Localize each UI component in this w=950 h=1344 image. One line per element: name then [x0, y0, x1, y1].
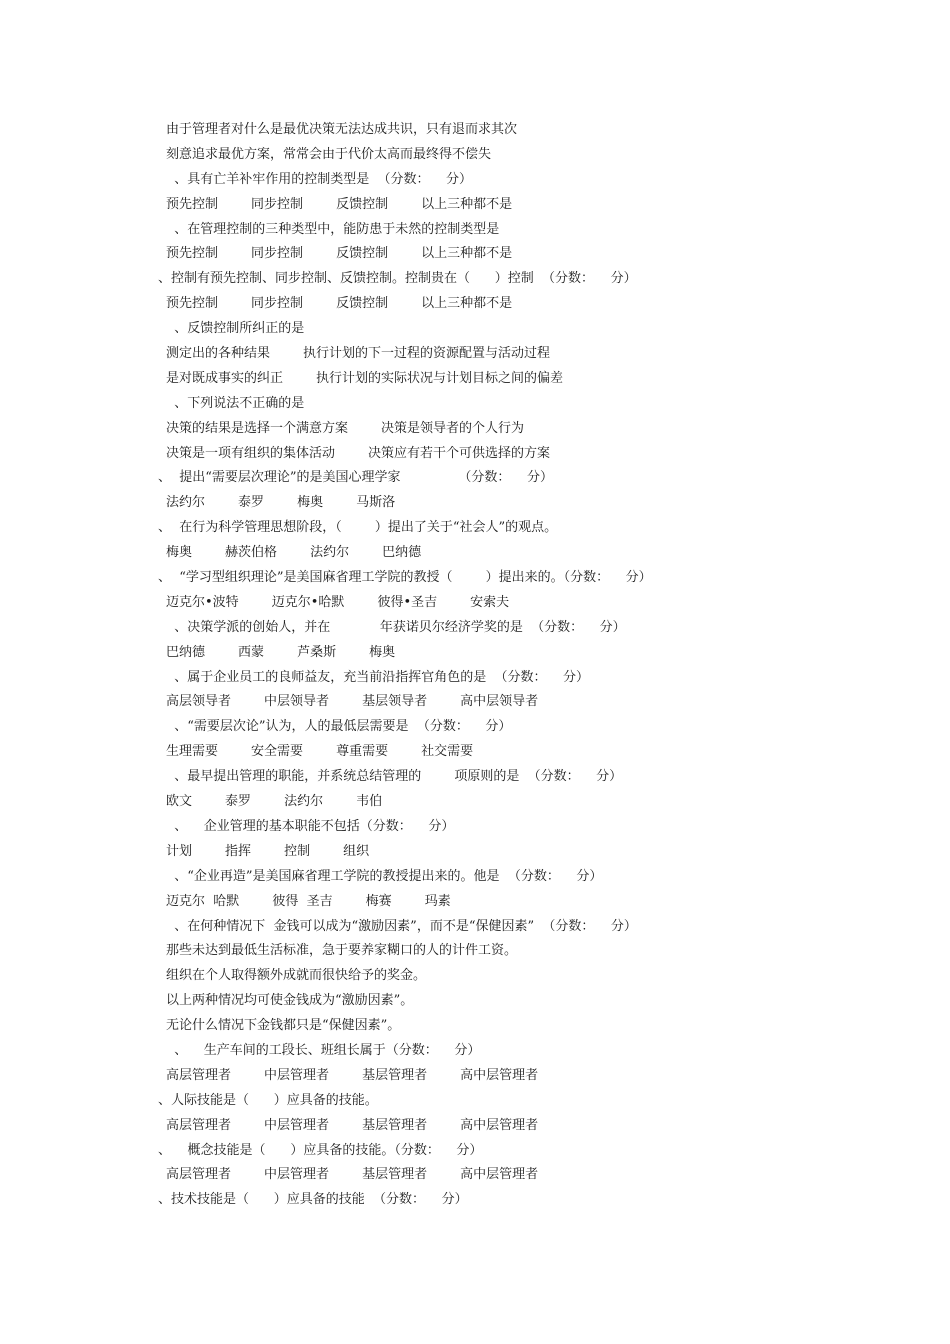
text-line: 预先控制 同步控制 反馈控制 以上三种都不是 — [166, 196, 513, 212]
text-line: 、具有亡羊补牢作用的控制类型是 （分数： 分） — [166, 171, 473, 187]
text-line: 无论什么情况下金钱都只是“保健因素”。 — [166, 1018, 401, 1034]
text-line: 、在管理控制的三种类型中，能防患于未然的控制类型是 — [166, 221, 500, 237]
text-line: 预先控制 同步控制 反馈控制 以上三种都不是 — [166, 246, 513, 262]
text-line: 、 在行为科学管理思想阶段，（ ）提出了关于“社会人”的观点。 — [158, 520, 558, 536]
text-line: 、属于企业员工的良师益友，充当前沿指挥官角色的是 （分数： 分） — [166, 669, 590, 685]
text-line: 、 生产车间的工段长、班组长属于（分数： 分） — [166, 1042, 481, 1058]
text-line: 高层管理者 中层管理者 基层管理者 高中层管理者 — [166, 1117, 539, 1133]
text-line: 以上两种情况均可使金钱成为“激励因素”。 — [166, 993, 414, 1009]
text-line: 、“企业再造”是美国麻省理工学院的教授提出来的。他是 （分数： 分） — [166, 868, 603, 884]
text-line: 高层管理者 中层管理者 基层管理者 高中层管理者 — [166, 1067, 539, 1083]
text-line: 、人际技能是（ ）应具备的技能。 — [158, 1092, 378, 1108]
text-line: 、控制有预先控制、同步控制、反馈控制。控制贵在（ ）控制 （分数： 分） — [158, 271, 637, 287]
text-line: 、在何种情况下 金钱可以成为“激励因素”，而不是“保健因素” （分数： 分） — [166, 918, 637, 934]
text-line: 、 “学习型组织理论”是美国麻省理工学院的教授（ ）提出来的。（分数： 分） — [158, 570, 652, 586]
text-line: 是对既成事实的纠正 执行计划的实际状况与计划目标之间的偏差 — [166, 370, 564, 386]
text-line: 巴纳德 西蒙 芦桑斯 梅奥 — [166, 644, 396, 660]
text-line: 、 提出“需要层次理论”的是美国心理学家 （分数： 分） — [158, 470, 553, 486]
text-line: 迈克尔•波特 迈克尔•哈默 彼得•圣吉 安索夫 — [166, 594, 510, 610]
text-line: 、 企业管理的基本职能不包括（分数： 分） — [166, 818, 455, 834]
text-line: 、决策学派的创始人，并在 年获诺贝尔经济学奖的是 （分数： 分） — [166, 619, 626, 635]
text-line: 由于管理者对什么是最优决策无法达成共识，只有退而求其次 — [166, 122, 518, 137]
text-line: 、下列说法不正确的是 — [166, 395, 305, 411]
text-line: 、“需要层次论”认为，人的最低层需要是 （分数： 分） — [166, 719, 512, 735]
text-line: 、 概念技能是（ ）应具备的技能。（分数： 分） — [158, 1142, 483, 1158]
text-line: 、反馈控制所纠正的是 — [166, 321, 305, 337]
text-line: 刻意追求最优方案，常常会由于代价太高而最终得不偿失 — [166, 146, 492, 162]
text-line: 迈克尔 哈默 彼得 圣吉 梅赛 玛素 — [166, 893, 451, 909]
text-line: 高层管理者 中层管理者 基层管理者 高中层管理者 — [166, 1167, 539, 1183]
text-line: 组织在个人取得额外成就而很快给予的奖金。 — [166, 968, 427, 984]
text-line: 测定出的各种结果 执行计划的下一过程的资源配置与活动过程 — [166, 346, 551, 362]
text-line: 计划 指挥 控制 组织 — [166, 843, 370, 859]
text-line: 法约尔 泰罗 梅奥 马斯洛 — [166, 495, 396, 511]
document-body — [0, 118, 950, 1213]
text-line: 梅奥 赫茨伯格 法约尔 巴纳德 — [166, 545, 422, 561]
text-line: 决策是一项有组织的集体活动 决策应有若干个可供选择的方案 — [166, 445, 551, 461]
text-line: 生理需要 安全需要 尊重需要 社交需要 — [166, 744, 474, 760]
text-line: 、最早提出管理的职能，并系统总结管理的 项原则的是 （分数： 分） — [166, 769, 623, 785]
text-line: 预先控制 同步控制 反馈控制 以上三种都不是 — [166, 296, 513, 312]
text-line: 那些未达到最低生活标准，急于要养家糊口的人的计件工资。 — [166, 943, 518, 959]
text-line: 欧文 泰罗 法约尔 韦伯 — [166, 794, 383, 810]
text-line: 、技术技能是（ ）应具备的技能 （分数： 分） — [158, 1192, 468, 1208]
text-line: 决策的结果是选择一个满意方案 决策是领导者的个人行为 — [166, 420, 525, 436]
text-line: 高层领导者 中层领导者 基层领导者 高中层领导者 — [166, 694, 539, 710]
